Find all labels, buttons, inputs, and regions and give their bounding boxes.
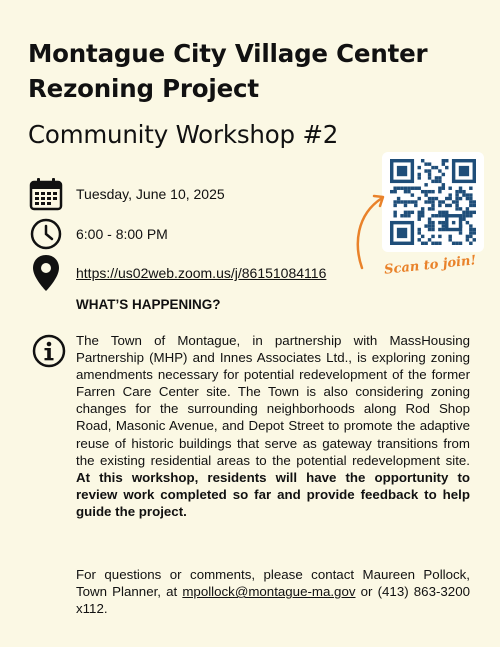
- info-icon: [32, 334, 66, 373]
- date-row: [28, 176, 225, 212]
- clock-icon: [28, 216, 64, 252]
- section-heading: WHAT’S HAPPENING?: [76, 297, 221, 312]
- time-row: [28, 216, 168, 252]
- contact-suffix: or (413) 863-3200 x112.: [76, 584, 470, 617]
- link-row: [28, 255, 326, 291]
- map-pin-icon: [28, 255, 64, 291]
- contact-email-link[interactable]: mpollock@montague-ma.gov: [182, 584, 356, 600]
- description-bold: At this workshop, residents will have the opportunity to review work completed so far and provide feedback to help guide the project.: [76, 469, 470, 519]
- qr-code-icon: [390, 159, 476, 245]
- event-date: Tuesday, June 10, 2025: [76, 186, 225, 202]
- description-text: The Town of Montague, in partnership with MassHousing Partnership (MHP) and Innes Associates Ltd., is exploring zoning amendments necessary for potential redevelopment of the former Farren Care Center site. The Town is also considering zoning changes for the surrounding neighborhoods along Rod Shop Road, Masonic Avenue, and Depot Street to promote the adaptive reuse of historic buildings that serve as gateway transitions from the existing residential areas to the potential redevelopment site.: [76, 333, 470, 468]
- arrow-icon: [352, 190, 392, 270]
- contact-prefix: For questions or comments, please contact Maureen Pollock, Town Planner, at: [76, 567, 470, 600]
- event-time: 6:00 - 8:00 PM: [76, 226, 168, 242]
- page-subtitle: Community Workshop #2: [28, 120, 339, 149]
- qr-code-card[interactable]: [382, 152, 484, 252]
- contact-info: [76, 566, 470, 617]
- zoom-link[interactable]: https://us02web.zoom.us/j/86151084116: [76, 265, 327, 281]
- scan-to-join-label: Scan to join!: [383, 253, 477, 278]
- calendar-icon: [28, 176, 64, 212]
- description: [76, 332, 470, 520]
- page-title: Montague City Village Center Rezoning Project: [28, 39, 428, 103]
